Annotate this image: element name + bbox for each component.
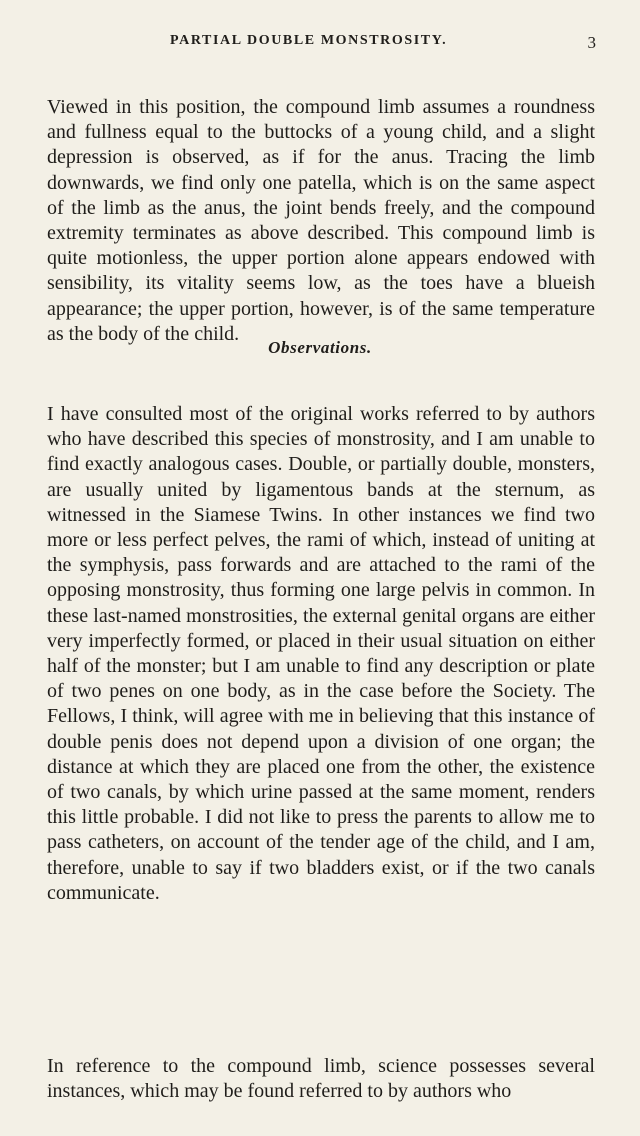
paragraph-2: I have consulted most of the original works referred to by authors who have described this species of monstrosity, and I am unable to find exactly analogous cases. Double, or partially double, monsters, are usually united by ligamentous bands at the sternum, as witnessed in the Siamese Twins. In other instances we find two more or less perfect pelves, the rami of which, instead of uniting at the symphysis, pass forwards and are attached to the rami of the opposing monstrosity, thus forming one large pelvis in common. In these last-named monstrosities, the external genital organs are either very imperfectly formed, or placed in their usual situation on either half of the monster; but I am unable to find any description or plate of two penes on one body, as in the case before the Society. The Fellows, I think, will agree with me in believing that this instance of double penis does not depend upon a division of one organ; the distance at which they are placed one from the other, the existence of two canals, by which urine passed at the same moment, renders this little probable. I did not like to press the parents to allow me to pass catheters, on account of the tender age of the child, and I am, therefore, unable to say if two bladders exist, or if the two canals communicate. <box>47 403 595 904</box>
page-number: 3 <box>587 33 596 52</box>
running-head <box>0 33 640 57</box>
paragraph-1: Viewed in this position, the compound limb assumes a roundness and fullness equal to the buttocks of a young child, and a slight depression is observed, as if for the anus. Tracing the limb downwards, we find only one patella, which is on the same aspect of the limb as the anus, the joint bends freely, and the compound extremity terminates as above described. This compound limb is quite motionless, the upper portion alone appears endowed with sensibility, its vitality seems low, as the toes have a blueish appearance; the upper portion, however, is of the same temperature as the body of the child. <box>47 96 595 345</box>
running-title: PARTIAL DOUBLE MONSTROSITY. <box>170 33 448 48</box>
section-heading: Observations. <box>268 338 372 357</box>
paragraph-3: In reference to the compound limb, science possesses several instances, which may be found referred to by authors who <box>47 1055 595 1103</box>
